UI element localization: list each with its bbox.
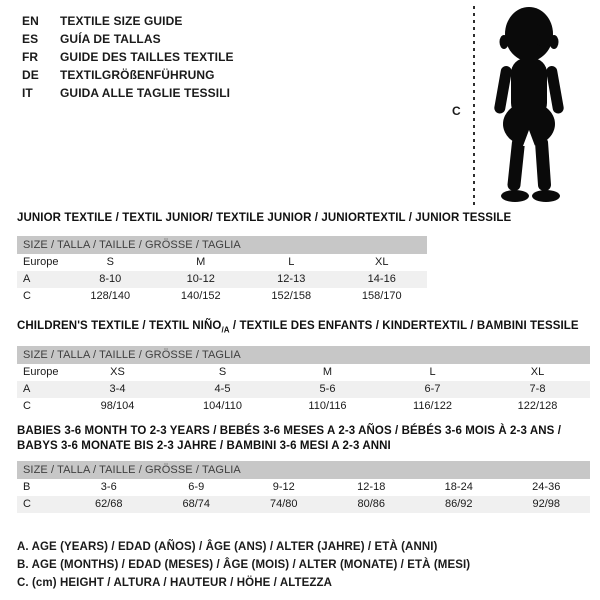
row-label: Europe xyxy=(23,256,59,268)
language-row xyxy=(22,12,234,30)
height-measure-dotted-line xyxy=(473,6,475,206)
row-label: A xyxy=(23,383,31,395)
table-cell: 110/116 xyxy=(308,400,347,412)
table-cell: 12-13 xyxy=(277,273,306,285)
children-title-pre: CHILDREN'S TEXTILE / TEXTIL NIÑO xyxy=(17,320,222,332)
size-header-band: SIZE / TALLA / TAILLE / GRÖSSE / TAGLIA xyxy=(17,346,590,364)
table-row xyxy=(17,364,590,381)
language-row xyxy=(22,48,234,66)
language-title: TEXTILE SIZE GUIDE xyxy=(60,14,183,28)
table-cell: XS xyxy=(110,366,125,378)
table-cell: 5-6 xyxy=(319,383,336,395)
table-cell: 6-9 xyxy=(188,481,205,493)
babies-title-line-1: BABIES 3-6 MONTH TO 2-3 YEARS / BEBÉS 3-6 MESES A 2-3 AÑOS / BÉBÉS 3-6 MOIS À 2-3 ANS / xyxy=(17,425,561,437)
table-cell: XL xyxy=(530,366,545,378)
babies-section-title xyxy=(17,424,561,454)
table-cell: 128/140 xyxy=(90,290,131,302)
language-code: FR xyxy=(22,50,39,64)
table-cell: 10-12 xyxy=(186,273,215,285)
table-cell: 140/152 xyxy=(180,290,221,302)
table-cell: S xyxy=(106,256,114,268)
row-label: B xyxy=(23,481,31,493)
language-title-block xyxy=(22,12,234,102)
height-measure-label: C xyxy=(452,104,461,118)
language-code: DE xyxy=(22,68,39,82)
row-label: C xyxy=(23,290,31,302)
table-cell: 7-8 xyxy=(529,383,546,395)
row-label: C xyxy=(23,498,31,510)
table-cell: 152/158 xyxy=(271,290,312,302)
table-cell: 92/98 xyxy=(532,498,561,510)
language-code: IT xyxy=(22,86,33,100)
table-cell: M xyxy=(322,366,333,378)
table-cell: 3-4 xyxy=(109,383,126,395)
size-header-band: SIZE / TALLA / TAILLE / GRÖSSE / TAGLIA xyxy=(17,236,427,254)
table-cell: 18-24 xyxy=(444,481,473,493)
language-code: EN xyxy=(22,14,39,28)
table-row xyxy=(17,398,590,415)
size-header-band: SIZE / TALLA / TAILLE / GRÖSSE / TAGLIA xyxy=(17,461,590,479)
table-cell: 24-36 xyxy=(532,481,561,493)
footnote-b: B. AGE (MONTHS) / EDAD (MESES) / ÂGE (MOIS) / ALTER (MONATE) / ETÀ (MESI) xyxy=(17,559,471,571)
language-title: GUIDE DES TAILLES TEXTILE xyxy=(60,50,234,64)
table-cell: L xyxy=(288,256,295,268)
footnotes-block xyxy=(17,538,470,592)
table-cell: 62/68 xyxy=(94,498,123,510)
table-cell: 80/86 xyxy=(357,498,386,510)
table-row xyxy=(17,496,590,513)
table-cell: M xyxy=(196,256,206,268)
babies-size-table xyxy=(17,461,590,513)
table-cell: 12-18 xyxy=(357,481,386,493)
row-label: C xyxy=(23,400,31,412)
table-cell: 86/92 xyxy=(444,498,473,510)
table-row xyxy=(17,271,427,288)
children-title-sub: /A xyxy=(221,325,230,335)
junior-size-table xyxy=(17,236,427,305)
language-title: GUIDA ALLE TAGLIE TESSILI xyxy=(60,86,231,100)
table-cell: 68/74 xyxy=(182,498,211,510)
table-cell: L xyxy=(429,366,436,378)
children-size-table xyxy=(17,346,590,415)
language-code: ES xyxy=(22,32,39,46)
table-cell: 3-6 xyxy=(100,481,117,493)
table-row xyxy=(17,381,590,398)
table-cell: 6-7 xyxy=(424,383,441,395)
table-cell: 104/110 xyxy=(203,400,242,412)
table-cell: XL xyxy=(375,256,389,268)
junior-section-title: JUNIOR TEXTILE / TEXTIL JUNIOR/ TEXTILE JUNIOR / JUNIORTEXTIL / JUNIOR TESSILE xyxy=(17,212,512,224)
children-section-title xyxy=(17,320,579,334)
table-cell: 122/128 xyxy=(517,400,558,412)
language-row xyxy=(22,66,234,84)
row-label: A xyxy=(23,273,31,285)
language-title: TEXTILGRÖßENFÜHRUNG xyxy=(60,68,215,82)
table-cell: 74/80 xyxy=(269,498,298,510)
table-cell: 9-12 xyxy=(272,481,295,493)
babies-title-line-2: BABYS 3-6 MONATE BIS 2-3 JAHRE / BAMBINI 3-6 MESI A 2-3 ANNI xyxy=(17,440,391,452)
table-cell: 116/122 xyxy=(413,400,452,412)
row-label: Europe xyxy=(23,366,59,378)
table-cell: 4-5 xyxy=(214,383,231,395)
table-row xyxy=(17,479,590,496)
table-cell: 158/170 xyxy=(361,290,402,302)
children-title-post: / TEXTILE DES ENFANTS / KINDERTEXTIL / BAMBINI TESSILE xyxy=(229,320,579,332)
language-row xyxy=(22,30,234,48)
footnote-a: A. AGE (YEARS) / EDAD (AÑOS) / ÂGE (ANS) / ALTER (JAHRE) / ETÀ (ANNI) xyxy=(17,541,438,553)
language-title: GUÍA DE TALLAS xyxy=(60,32,161,46)
table-cell: 98/104 xyxy=(100,400,135,412)
table-row xyxy=(17,254,427,271)
table-cell: 8-10 xyxy=(99,273,122,285)
table-row xyxy=(17,288,427,305)
toddler-silhouette-icon xyxy=(479,4,579,206)
footnote-c: C. (cm) HEIGHT / ALTURA / HAUTEUR / HÖHE / ALTEZZA xyxy=(17,577,333,589)
table-cell: 14-16 xyxy=(367,273,396,285)
language-row xyxy=(22,84,234,102)
table-cell: S xyxy=(218,366,227,378)
